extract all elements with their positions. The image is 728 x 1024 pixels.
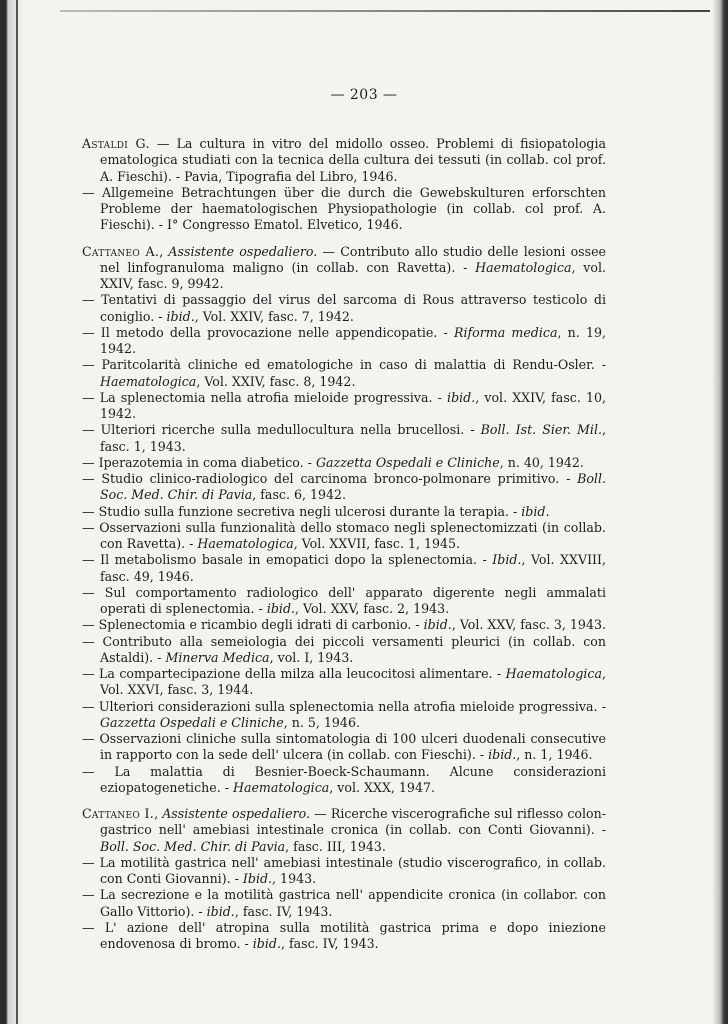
- author-name: Cattaneo A.: [82, 243, 160, 259]
- bibliography-entry: — Sul comportamento radiologico dell' apparato digerente negli ammalati operati di splenectomia. - ibid., Vol. XXV, fasc. 2, 1943.: [82, 584, 606, 616]
- journal-name: Ibid.: [242, 871, 273, 886]
- journal-name: Haematologica: [505, 666, 602, 681]
- journal-name: Riforma medica: [454, 324, 558, 340]
- bibliography-entry: — Studio sulla funzione secretiva negli ulcerosi durante la terapia. - ibid.: [82, 503, 550, 519]
- bibliography-entry: — Il metabolismo basale in emopatici dopo la splenectomia. - Ibid., Vol. XXVIII, fasc. 49, 1946.: [82, 552, 606, 584]
- section-gap: [82, 234, 606, 244]
- bibliography-entry: — Il metodo della provocazione nelle appendicopatie. - Riforma medica, n. 19, 1942.: [82, 324, 606, 356]
- journal-name: ibid.: [266, 601, 296, 616]
- journal-name: Boll. Soc. Med. Chir. di Pavia: [100, 471, 606, 503]
- author-name: Astaldi G.: [82, 136, 150, 151]
- bibliography-entry: — L' azione dell' atropina sulla motilità gastrica prima e dopo iniezione endovenosa di bromo. - ibid., fasc. IV, 1943.: [82, 919, 606, 951]
- bibliography-entry: — La motilità gastrica nell' amebiasi intestinale (studio viscerografico, in collab. con Conti Giovanni). - Ibid., 1943.: [82, 854, 606, 886]
- bibliography-entry: — La secrezione e la motilità gastrica nell' appendicite cronica (in collabor. con Gallo Vittorio). - ibid., fasc. IV, 1943.: [82, 887, 606, 919]
- journal-name: Boll. Soc. Med. Chir. di Pavia: [100, 838, 286, 854]
- bibliography-entry: — Studio clinico-radiologico del carcinoma bronco-polmonare primitivo. - Boll. Soc. Med. Chir. di Pavia, fasc. 6, 1942.: [82, 471, 606, 503]
- scan-left-binding-line: [16, 0, 18, 1024]
- bibliography-entry: Cattaneo A., Assistente ospedaliero. — Contributo allo studio delle lesioni ossee nel linfogranuloma maligno (in collab. con Ravetta). - Haematologica, vol. XXIV, fasc. 9, 9942.: [82, 243, 607, 291]
- bibliography-entry: Astaldi G. — La cultura in vitro del midollo osseo. Problemi di fisiopatologia ematologica studiati con la tecnica della cultura dei tessuti (in collab. col prof. A. Fieschi). - Pavia, Tipografia del Libro, 1946.: [82, 136, 606, 184]
- journal-name: Ibid.: [492, 552, 522, 568]
- page-number: — 203 —: [330, 87, 398, 103]
- journal-name: Haematologica: [475, 259, 572, 275]
- scan-top-edge: [60, 10, 710, 12]
- bibliography-entry: — Ulteriori ricerche sulla medullocultura nella brucellosi. - Boll. Ist. Sier. Mil., fasc. 1, 1943.: [82, 422, 607, 454]
- journal-name: Haematologica: [100, 373, 197, 389]
- journal-name: ibid.: [166, 308, 195, 324]
- journal-name: ibid.: [252, 936, 281, 951]
- author-role: Assistente ospedaliero.: [162, 806, 311, 821]
- bibliography-entry: — La compartecipazione della milza alla leucocitosi alimentare. - Haematologica, Vol. XXVI, fasc. 3, 1944.: [82, 666, 606, 698]
- journal-name: ibid.: [447, 389, 476, 405]
- journal-name: Gazzetta Ospedali e Cliniche: [315, 454, 500, 470]
- scan-left-edge: [0, 0, 22, 1024]
- bibliography-entry: — Tentativi di passaggio del virus del sarcoma di Rous attraverso testicolo di coniglio. - ibid., Vol. XXIV, fasc. 7, 1942.: [82, 292, 606, 324]
- section-gap: [82, 796, 606, 806]
- scan-right-edge: [712, 0, 728, 1024]
- journal-name: ibid.: [488, 747, 517, 763]
- journal-name: Minerva Medica: [165, 649, 270, 665]
- bibliography-entry: — Allgemeine Betrachtungen über die durch die Gewebskulturen erforschten Probleme der haematologischen Physiopathologie (in collab. col prof. A. Fieschi). - I° Congresso Ematol. Elvetico, 1946.: [82, 184, 606, 233]
- bibliography-entry: — La splenectomia nella atrofia mieloide progressiva. - ibid., vol. XXIV, fasc. 10, 1942.: [82, 389, 606, 421]
- journal-name: Haematologica: [197, 536, 294, 551]
- journal-name: ibid.: [423, 617, 452, 633]
- bibliography-entry: — Paritcolarità cliniche ed ematologiche in caso di malattia di Rendu-Osler. - Haematologica, Vol. XXIV, fasc. 8, 1942.: [82, 357, 606, 389]
- author-role: Assistente ospedaliero.: [168, 243, 318, 259]
- author-name: Cattaneo I.: [82, 806, 155, 821]
- bibliography: [82, 136, 606, 952]
- bibliography-entry: — Iperazotemia in coma diabetico. - Gazzetta Ospedali e Cliniche, n. 40, 1942.: [82, 454, 584, 470]
- bibliography-entry: — Contributo alla semeiologia dei piccoli versamenti pleurici (in collab. con Astaldi). - Minerva Medica, vol. I, 1943.: [82, 633, 606, 665]
- journal-name: Haematologica: [232, 779, 330, 795]
- bibliography-entry: — Splenectomia e ricambio degli idrati di carbonio. - ibid., Vol. XXV, fasc. 3, 1943.: [82, 617, 606, 633]
- journal-name: ibid.: [521, 503, 550, 519]
- bibliography-entry: Cattaneo I., Assistente ospedaliero. — Ricerche viscerografiche sul riflesso colon-gastrico nell' amebiasi intestinale cronica (in collab. con Conti Giovanni). - Boll. Soc. Med. Chir. di Pavia, fasc. III, 1943.: [82, 806, 606, 854]
- bibliography-entry: — Osservazioni sulla funzionalità dello stomaco negli splenectomizzati (in collab. con Ravetta). - Haematologica, Vol. XXVII, fasc. 1, 1945.: [82, 519, 606, 551]
- bibliography-entry: — Ulteriori considerazioni sulla splenectomia nella atrofia mieloide progressiva. - Gazzetta Ospedali e Cliniche, n. 5, 1946.: [82, 698, 606, 730]
- journal-name: Boll. Ist. Sier. Mil.: [480, 422, 602, 438]
- bibliography-entry: — Osservazioni cliniche sulla sintomatologia di 100 ulceri duodenali consecutive in rapporto con la sede dell' ulcera (in collab. con Fieschi). - ibid., n. 1, 1946.: [82, 731, 606, 763]
- journal-name: Gazzetta Ospedali e Cliniche: [100, 714, 284, 730]
- journal-name: ibid.: [206, 903, 235, 919]
- bibliography-entry: — La malattia di Besnier-Boeck-Schaumann. Alcune considerazioni eziopatogenetiche. - Haematologica, vol. XXX, 1947.: [82, 763, 606, 795]
